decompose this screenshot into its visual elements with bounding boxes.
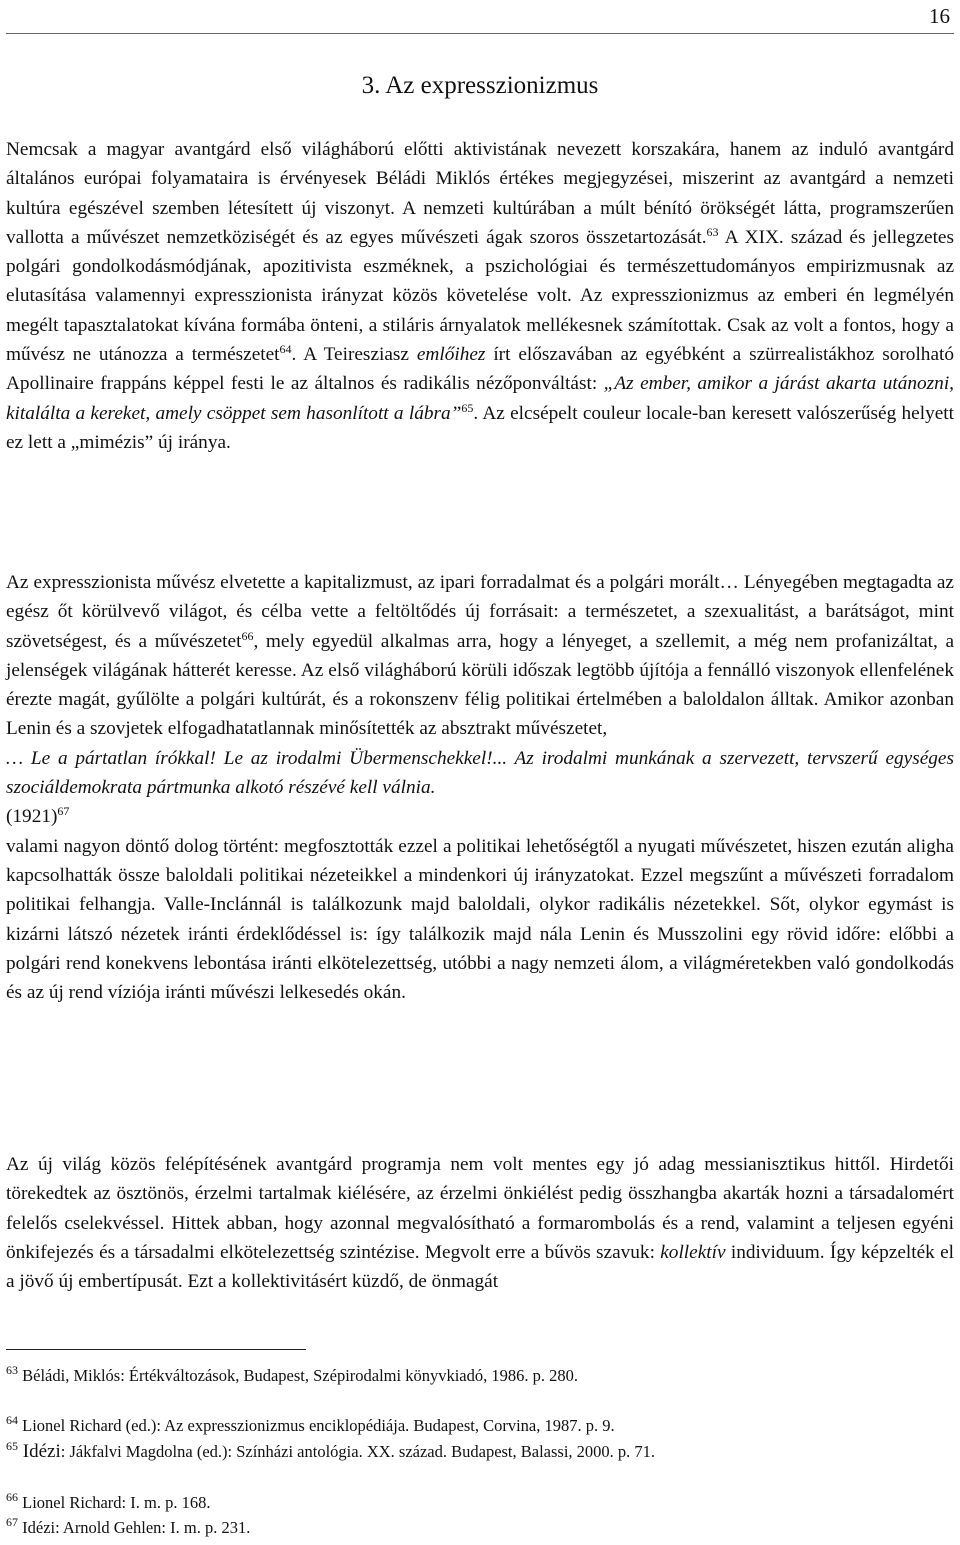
paragraph-2	[6, 568, 954, 1007]
footnote-ref-65[interactable]: 65	[461, 400, 474, 415]
p2-text-2: , mely egyedül alkalmas arra, hogy a lényeget, a szellemit, a még nem profanizáltat, a jelenségek világának hátterét keresse. Az első világháború körüli időszak legtöbb újítója a fennálló viszonyok ellenfelének érezte magát, gyűlölte a polgári kultúrát, és a rokonszenv félig politikai értelmében a baloldalon álltak. Amikor azonban Lenin és a szovjetek elfogadhatatlannak minősítették az absztrakt művészetet,	[6, 630, 954, 740]
footnote-ref-64[interactable]: 64	[279, 342, 292, 357]
quote-year: (1921)	[6, 806, 58, 828]
footnote-text: Idézi: Arnold Gehlen: I. m. p. 231.	[18, 1518, 251, 1537]
paragraph-1	[6, 135, 954, 457]
p2-block-1	[6, 568, 954, 744]
lenin-quote	[6, 744, 954, 832]
footnote-text: Béládi, Miklós: Értékváltozások, Budapest, Szépirodalmi könyvkiadó, 1986. p. 280.	[18, 1366, 579, 1385]
footnote-ref-67[interactable]: 67	[57, 804, 70, 819]
header-rule	[6, 33, 954, 34]
footnote-text: Lionel Richard (ed.): Az expresszionizmus enciklopédiája. Budapest, Corvina, 1987. p. 9.	[18, 1416, 615, 1435]
footnote-text-lead: Idézi	[18, 1441, 61, 1462]
footnote-ref-63[interactable]: 63	[706, 224, 719, 239]
footnote-number: 64	[6, 1413, 18, 1427]
paragraph-3	[6, 1150, 954, 1296]
footnote-text: : Jákfalvi Magdolna (ed.): Színházi antológia. XX. század. Budapest, Balassi, 2000. p. 71.	[60, 1442, 656, 1461]
footnote-67	[6, 1515, 251, 1538]
p3-text-1: Az új világ közös felépítésének avantgárd programja nem volt mentes egy jó adag messianisztikus hittől. Hirdetői törekedtek az ösztönös, érzelmi tartalmak kiélésére, az érzelmi önkiélést pedig összhangba akarták hozni a társadalomért felelős cselekvéssel. Hittek abban, hogy azonnal megvalósítható a formarombolás és a rend, valamint a teljesen egyéni önkifejezés és a társadalmi elkötelezettség szintézise. Megvolt erre a bűvös szavuk:	[6, 1154, 954, 1263]
footnote-text: Lionel Richard: I. m. p. 168.	[18, 1493, 211, 1512]
footnote-66	[6, 1490, 211, 1513]
lenin-quote-text: … Le a pártatlan írókkal! Le az irodalmi Übermenschekkel!... Az irodalmi munkának a szervezett, tervszerű egységes szociáldemokrata pártmunka alkotó részévé kell válnia.	[6, 747, 954, 799]
footnote-number: 63	[6, 1363, 18, 1377]
p1-text-4: írt előszavában az egyébként a szürrealistákhoz sorolható Apollinaire frappáns képpel festi le az általnos és radikális nézőponváltást:	[6, 344, 954, 395]
footnote-separator	[6, 1349, 306, 1350]
footnote-number: 65	[6, 1439, 18, 1453]
footnote-65	[6, 1439, 656, 1462]
p1-text-3: . A Teiresziasz	[291, 344, 417, 366]
p2-text-1: Az expresszionista művész elvetette a kapitalizmust, az ipari forradalmat és a polgári morált… Lényegében megtagadta az egész őt körülvevő világot, és célba vette a feltöltődés új forrásait: a természetet, a szexualitást, a barátságot, mint szövetségest, és a művészetet	[6, 572, 954, 652]
page-number: 16	[929, 4, 950, 28]
apollinaire-quote: „Az ember, amikor a járást akarta utánozni, kitalálta a kereket, amely csöppet sem hasonlított a lábra”	[6, 373, 954, 424]
footnote-number: 66	[6, 1490, 18, 1504]
p1-text-2: A XIX. század és jellegzetes polgári gondolkodásmódjának, apozitivista eszméknek, a pszichológiai és természettudományos empirizmusnak az elutasítása valamennyi expresszionista irányzat közös követelése volt. Az expresszionizmus az emberi én legmélyén megélt tapasztalatokat kívána formába önteni, a stiláris árnyalatok mellékesnek számítottak. Csak az volt a fontos, hogy a művész ne utánozza a természetet	[6, 226, 954, 366]
p3-italic: kollektív	[660, 1241, 726, 1263]
footnote-64	[6, 1413, 615, 1436]
p1-italic-1: emlőihez	[416, 344, 486, 366]
footnote-ref-66[interactable]: 66	[241, 628, 254, 643]
chapter-title: 3. Az expresszionizmus	[361, 72, 599, 99]
p2-block-2	[6, 832, 954, 1008]
p1-text-5: . Az elcsépelt couleur locale-ban keresett valószerűség helyett ez lett a „mimézis” új iránya.	[6, 402, 954, 453]
p1-text-1: Nemcsak a magyar avantgárd első világháború előtti aktivistának nevezett korszakára, hanem az induló avantgárd általános európai folyamataira is érvényesek Béládi Miklós értékes megjegyzései, miszerint az avantgárd a nemzeti kultúra egészével szemben létesített új viszonyt. A nemzeti kultúrában a múlt bénító örökségét látta, programszerűen vallotta a művészet nemzetköziségét és az egyes művészeti ágak szoros összetartozását.	[6, 139, 954, 248]
p3-text-2: individuum. Így képzelték el a jövő új embertípusát. Ezt a kollektivitásért küzdő, de önmagát	[6, 1241, 955, 1293]
p2-text-3: valami nagyon döntő dolog történt: megfosztották ezzel a politikai lehetőségtől a nyugati művészetet, hiszen ezután aligha kapcsolhatták össze baloldali politikai nézeteikkel a mindenkori új irányzatokat. Ezzel megszűnt a művészeti forradalom politikai felhangja. Valle-Inclánnál is találkozunk majd baloldali, olykor radikális nézetekkel. Sőt, olykor egymást is kizárni látszó nézetek iránti érdeklődéssel is: így találkozik majd nála Lenin és Musszolini egy rövid időre: előbbi a polgári rend konekvens lebontása iránti elkötelezettség, utóbbi a nagy nemzeti álom, a világméretekben való gondolkodás és az új rend víziója iránti művészi lelkesedés okán.	[6, 835, 954, 1004]
footnote-number: 67	[6, 1515, 18, 1529]
footnote-63	[6, 1363, 579, 1386]
